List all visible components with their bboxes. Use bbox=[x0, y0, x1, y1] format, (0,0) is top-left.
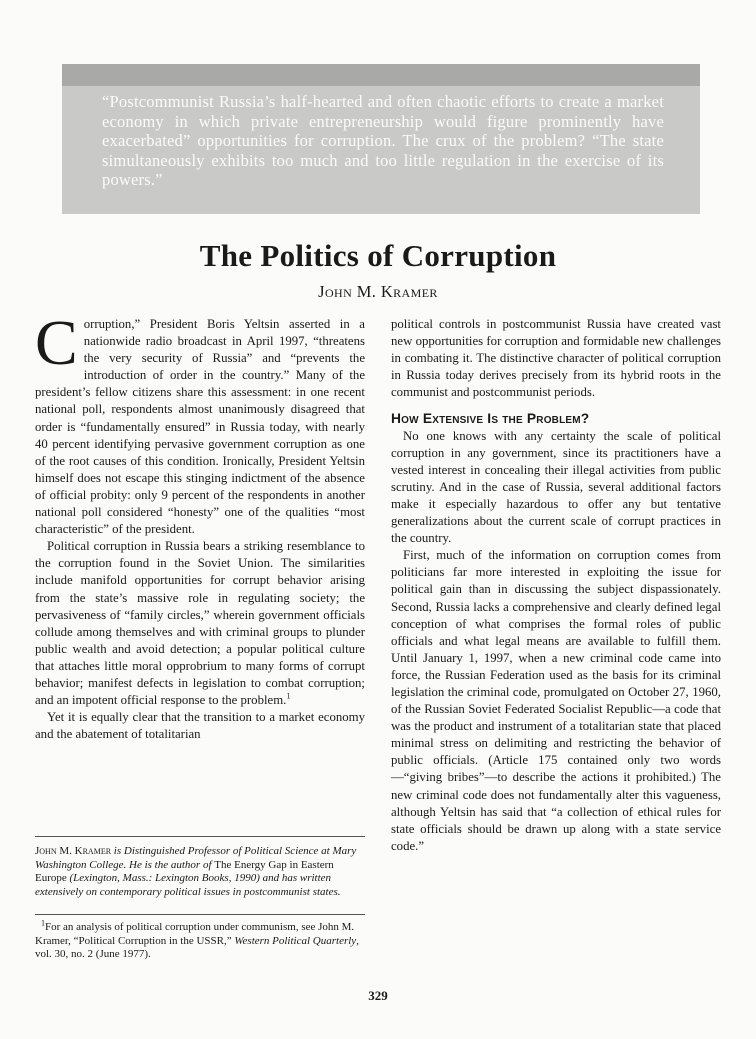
footnote-journal: Western Political Quarterly bbox=[234, 934, 357, 947]
paragraph-intro-text: orruption,” President Boris Yeltsin asserted in a nationwide radio broadcast in April 1997, “threatens the very security of Russia” and “prevents the introduction of order in the country.” Many of the president’s fellow citizens share this assessment: in one recent national poll, respondents almost unanimously disagreed that order is “fundamentally ensured” in Russia today, with nearly 40 percent identifying pervasive government corruption as one of the root causes of this condition. Ironically, President Yeltsin himself does not escape this stinging indictment of the absence of official probity: only 9 percent of the respondents in another national poll considered “honesty” one of the qualities “most characteristic” of the president. bbox=[35, 317, 365, 537]
footnote-text bbox=[35, 918, 365, 962]
article-title: The Politics of Corruption bbox=[199, 238, 557, 273]
bio-text-1: is Distinguished Professor of Political Science at Mary Washington College. He is the author of bbox=[35, 845, 357, 871]
footnote-ref[interactable]: 1 bbox=[286, 691, 291, 701]
bio-book: The Energy Gap in Eastern Europe bbox=[35, 858, 334, 885]
article-author: John M. Kramer bbox=[318, 282, 438, 301]
footnote-text-2: , vol. 30, no. 2 (June 1977). bbox=[35, 934, 359, 961]
page-number: 329 bbox=[368, 988, 388, 1003]
drop-cap: C bbox=[35, 307, 78, 378]
paragraph-resemblance bbox=[35, 538, 365, 709]
bio-text-2: (Lexington, Mass.: Lexington Books, 1990) and has written extensively on contemporary political issues in postcommunist states. bbox=[35, 872, 341, 898]
paragraph-certainty: No one knows with any certainty the scale of political corruption in any government, since its practitioners have a vested interest in concealing their illegal activities from public scrutiny. And in the case of Russia, several additional factors make it especially hazardous to offer any but tentative generalizations about the current scale of corrupt practices in the country. bbox=[391, 428, 721, 546]
paragraph-intro bbox=[35, 307, 365, 538]
author-bio bbox=[35, 836, 365, 899]
footnote-text-1: For an analysis of political corruption under communism, see John M. Kramer, “Political Corruption in the USSR,” bbox=[35, 921, 355, 947]
section-heading: How Extensive Is the Problem? bbox=[391, 411, 590, 427]
pull-quote-text: “Postcommunist Russia’s half-hearted and often chaotic efforts to create a market economy in which private entrepreneurship would figure prominently have exacerbated” opportunities for corruption. The crux of the problem? “The state simultaneously exhibits too much and too little regulation in the exercise of its powers.” bbox=[102, 92, 664, 189]
bio-name: John M. Kramer bbox=[35, 845, 112, 857]
left-column bbox=[35, 307, 365, 743]
right-column bbox=[391, 316, 721, 855]
paragraph-resemblance-text: Political corruption in Russia bears a striking resemblance to the corruption found in the Soviet Union. The similarities include manifold opportunities for corrupt behavior arising from the state’s massive role in regulating society; the pervasiveness of “family circles,” wherein government officials collude among themselves and with criminal groups to plunder public wealth and avoid detection; a popular political culture that attaches little moral opprobrium to many forms of corrupt behavior; manifest defects in legislation to combat corruption; and an impotent official response to the problem. bbox=[35, 539, 365, 708]
paragraph-first-second: First, much of the information on corruption comes from politicians far more interested in exploiting the issue for political gain than in discussing the subject dispassionately. Second, Russia lacks a comprehensive and clearly defined legal conception of what comprises the formal roles of public officials and what legal means are available to fulfill them. Until January 1, 1997, when a new criminal code came into force, the Russian Federation used as the basis for its criminal legislation the criminal code, promulgated on October 27, 1960, of the Russian Soviet Federated Socialist Republic—a code that was the product and instrument of a totalitarian state that placed minimal stress on delimiting and restricting the behavior of public officials. (Article 175 contained only two words—“giving bribes”—to describe the actions it prohibited.) The new criminal code does not fundamentally alter this vagueness, although Yeltsin has said that “a collection of ethical rules for state officials should be drawn up along with a state service code.” bbox=[391, 548, 721, 853]
paragraph-controls: political controls in postcommunist Russia have created vast new opportunities for corruption and formidable new challenges in combating it. The distinctive character of political corruption in Russia today derives precisely from its hybrid roots in the communist and postcommunist periods. bbox=[391, 317, 721, 400]
footnote-number: 1 bbox=[41, 918, 45, 928]
paragraph-transition: Yet it is equally clear that the transition to a market economy and the abatement of totalitarian bbox=[35, 710, 365, 742]
footnote bbox=[35, 914, 365, 962]
pull-quote-box bbox=[62, 64, 700, 214]
